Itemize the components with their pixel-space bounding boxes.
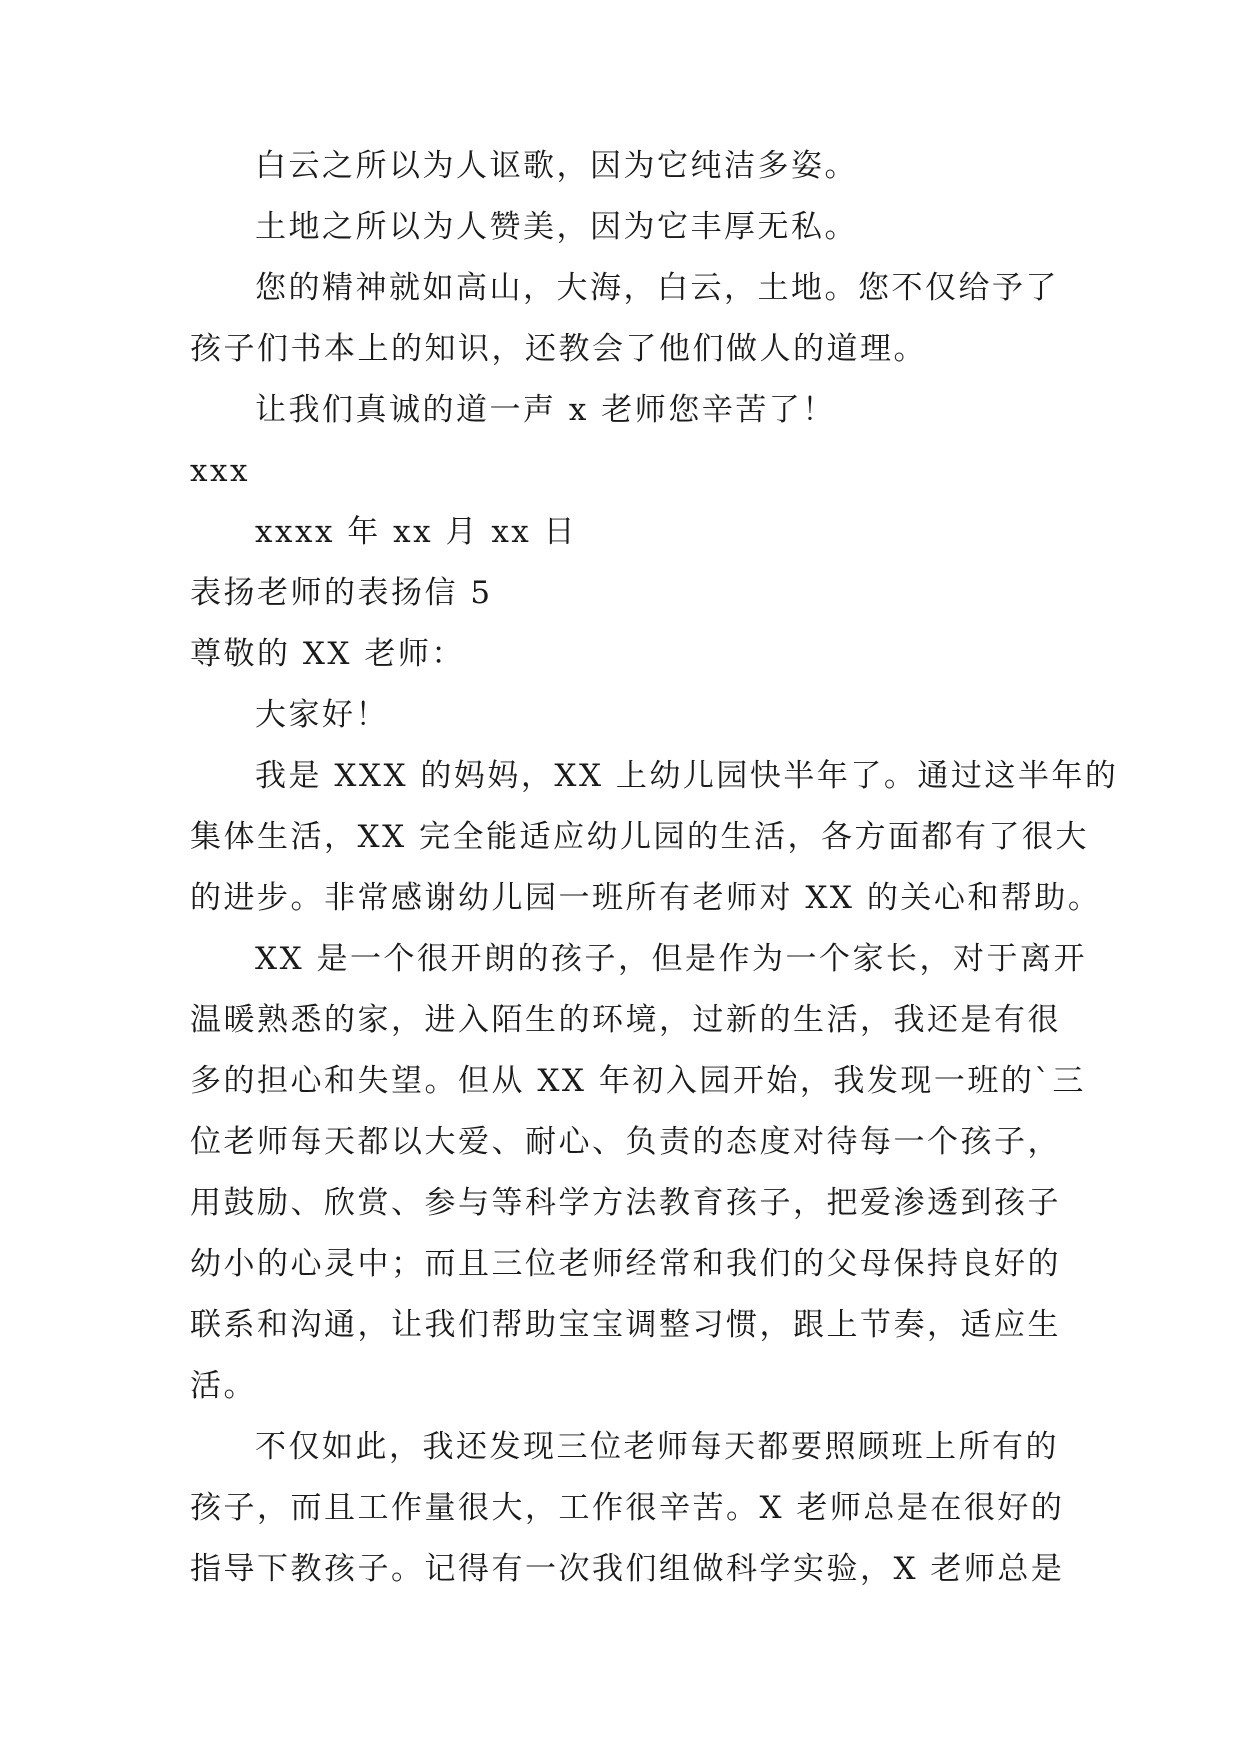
- text-line: 集体生活，XX 完全能适应幼儿园的生活，各方面都有了很大: [190, 819, 1089, 855]
- greeting: 大家好！: [255, 697, 389, 733]
- text-line: 的进步。非常感谢幼儿园一班所有老师对 XX 的关心和帮助。: [190, 880, 1102, 916]
- text-line: 用鼓励、欣赏、参与等科学方法教育孩子，把爱渗透到孩子: [190, 1185, 1061, 1221]
- section-title: 表扬老师的表扬信 5: [190, 575, 493, 611]
- text-line: 白云之所以为人讴歌，因为它纯洁多姿。: [255, 148, 858, 184]
- signature-date: xxxx 年 xx 月 xx 日: [255, 514, 578, 550]
- text-line: 联系和沟通，让我们帮助宝宝调整习惯，跟上节奏，适应生: [190, 1307, 1061, 1343]
- text-line: XX 是一个很开朗的孩子，但是作为一个家长，对于离开: [255, 941, 1087, 977]
- text-line: 我是 XXX 的妈妈，XX 上幼儿园快半年了。通过这半年的: [255, 758, 1119, 794]
- text-line: 不仅如此，我还发现三位老师每天都要照顾班上所有的: [255, 1429, 1059, 1465]
- text-line: 土地之所以为人赞美，因为它丰厚无私。: [255, 209, 858, 245]
- text-line: 活。: [190, 1368, 257, 1404]
- text-line: 指导下教孩子。记得有一次我们组做科学实验，X 老师总是: [190, 1551, 1065, 1587]
- text-line: 孩子们书本上的知识，还教会了他们做人的道理。: [190, 331, 927, 367]
- text-line: 幼小的心灵中；而且三位老师经常和我们的父母保持良好的: [190, 1246, 1061, 1282]
- salutation: 尊敬的 XX 老师：: [190, 636, 465, 672]
- text-line: 孩子，而且工作量很大，工作很辛苦。X 老师总是在很好的: [190, 1490, 1065, 1526]
- text-line: 您的精神就如高山，大海，白云，土地。您不仅给予了: [255, 270, 1059, 306]
- signature-name: xxx: [190, 453, 250, 489]
- text-line: 温暖熟悉的家，进入陌生的环境，过新的生活，我还是有很: [190, 1002, 1061, 1038]
- text-line: 让我们真诚的道一声 x 老师您辛苦了！: [255, 392, 836, 428]
- text-line: 多的担心和失望。但从 XX 年初入园开始，我发现一班的`三: [190, 1063, 1086, 1099]
- text-line: 位老师每天都以大爱、耐心、负责的态度对待每一个孩子，: [190, 1124, 1061, 1160]
